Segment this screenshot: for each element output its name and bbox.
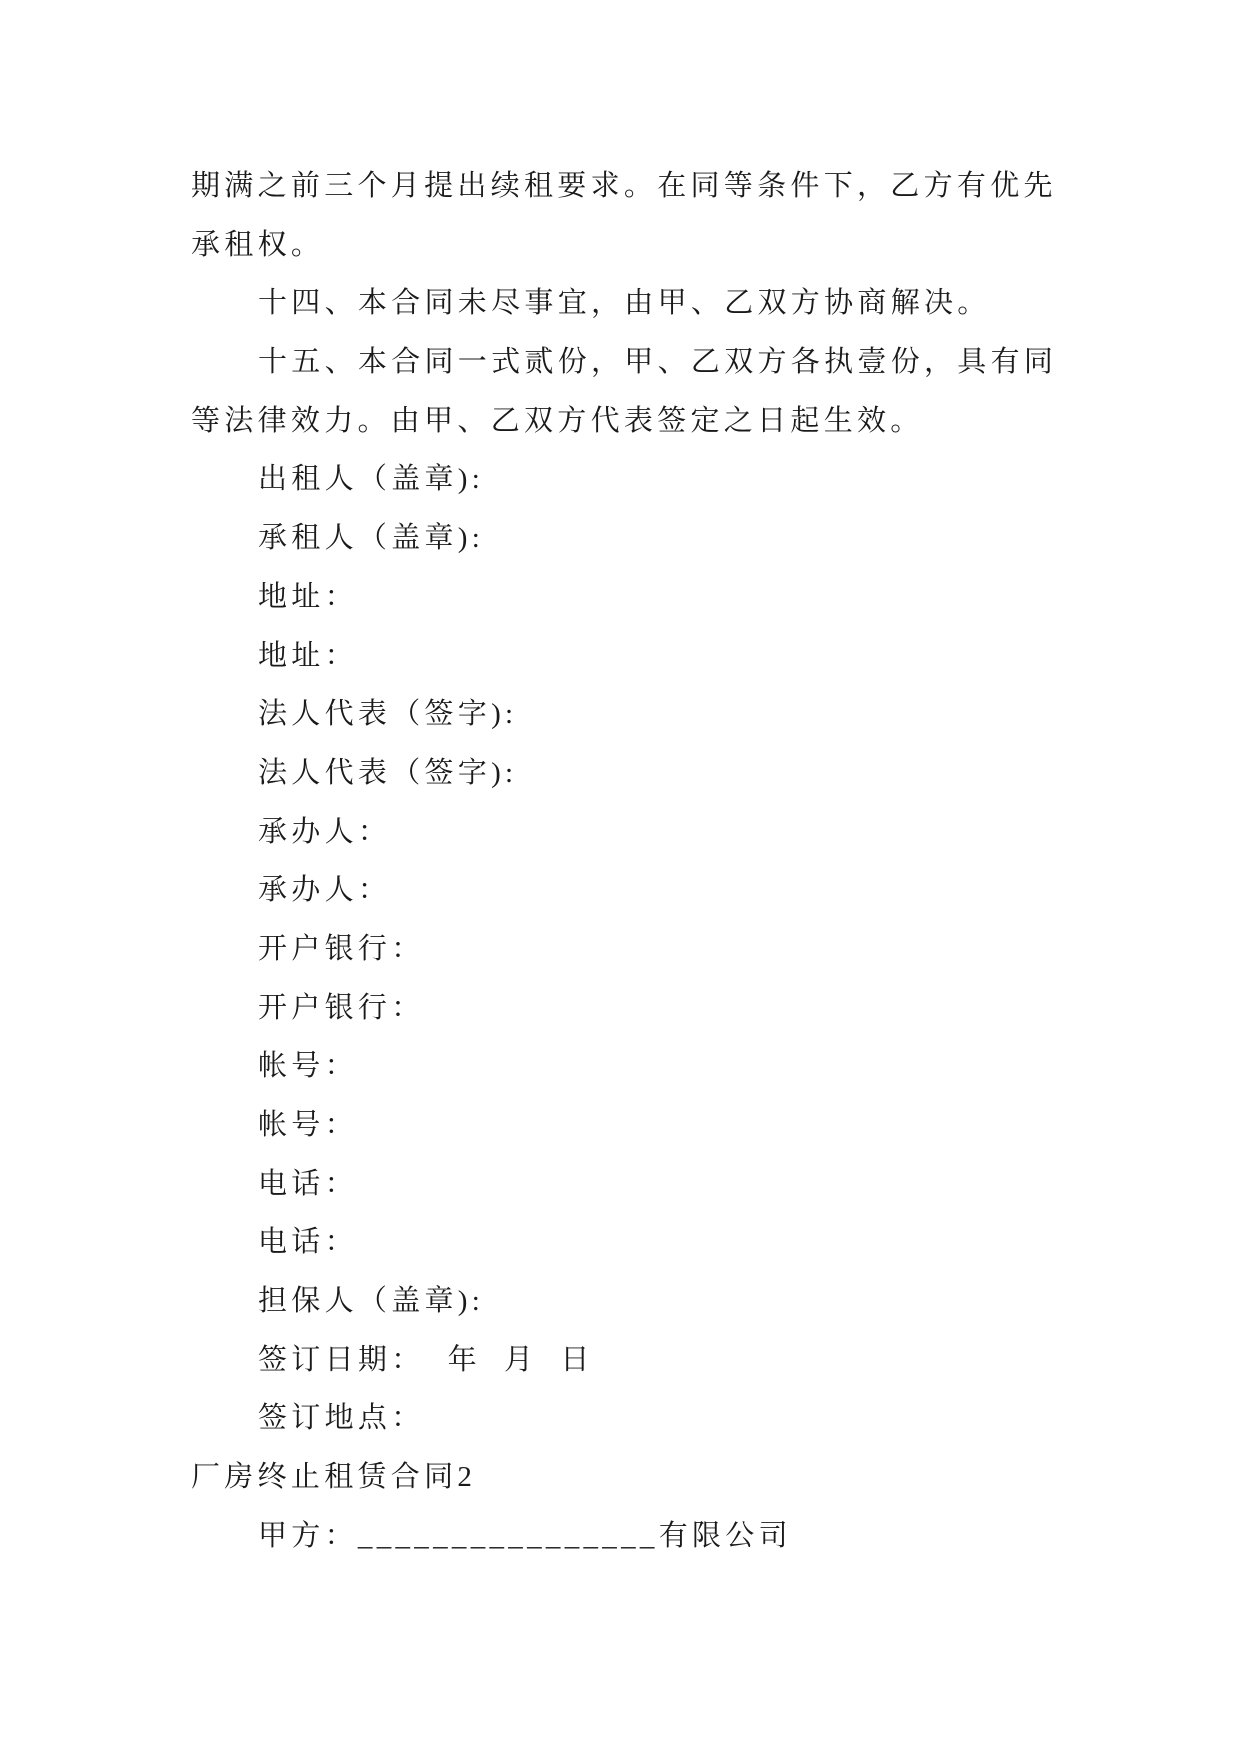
- phone-field: 电话：: [258, 1167, 358, 1200]
- clause-fourteen: 十四、本合同未尽事宜，由甲、乙双方协商解决。: [258, 287, 991, 320]
- party-a-field: 甲方：________________有限公司: [258, 1519, 792, 1552]
- clause-fifteen-continuation: 等法律效力。由甲、乙双方代表签定之日起生效。: [191, 404, 924, 437]
- address-field: 地址：: [258, 639, 358, 672]
- lessee-seal-field: 承租人（盖章):: [258, 522, 485, 555]
- handler-field: 承办人：: [258, 815, 392, 848]
- account-number-field: 帐号：: [258, 1050, 358, 1083]
- legal-representative-field: 法人代表（签字):: [258, 698, 518, 731]
- bank-field: 开户银行：: [258, 932, 425, 965]
- document-page: [191, 157, 1071, 1566]
- guarantor-seal-field: 担保人（盖章):: [258, 1285, 485, 1318]
- signing-place-field: 签订地点：: [258, 1402, 425, 1435]
- bank-field: 开户银行：: [258, 991, 425, 1024]
- signing-date-field: 签订日期： 年 月 日: [258, 1343, 594, 1376]
- legal-representative-field: 法人代表（签字):: [258, 756, 518, 789]
- lessor-seal-field: 出租人（盖章):: [258, 463, 485, 496]
- handler-field: 承办人：: [258, 874, 392, 907]
- section-title: 厂房终止租赁合同2: [191, 1461, 477, 1494]
- phone-field: 电话：: [258, 1226, 358, 1259]
- account-number-field: 帐号：: [258, 1109, 358, 1141]
- paragraph-continuation-line: 期满之前三个月提出续租要求。在同等条件下，乙方有优先: [191, 170, 1057, 202]
- paragraph-continuation-line: 承租权。: [191, 228, 325, 261]
- address-field: 地址：: [258, 580, 358, 613]
- clause-fifteen: 十五、本合同一式贰份，甲、乙双方各执壹份，具有同: [258, 346, 1058, 379]
